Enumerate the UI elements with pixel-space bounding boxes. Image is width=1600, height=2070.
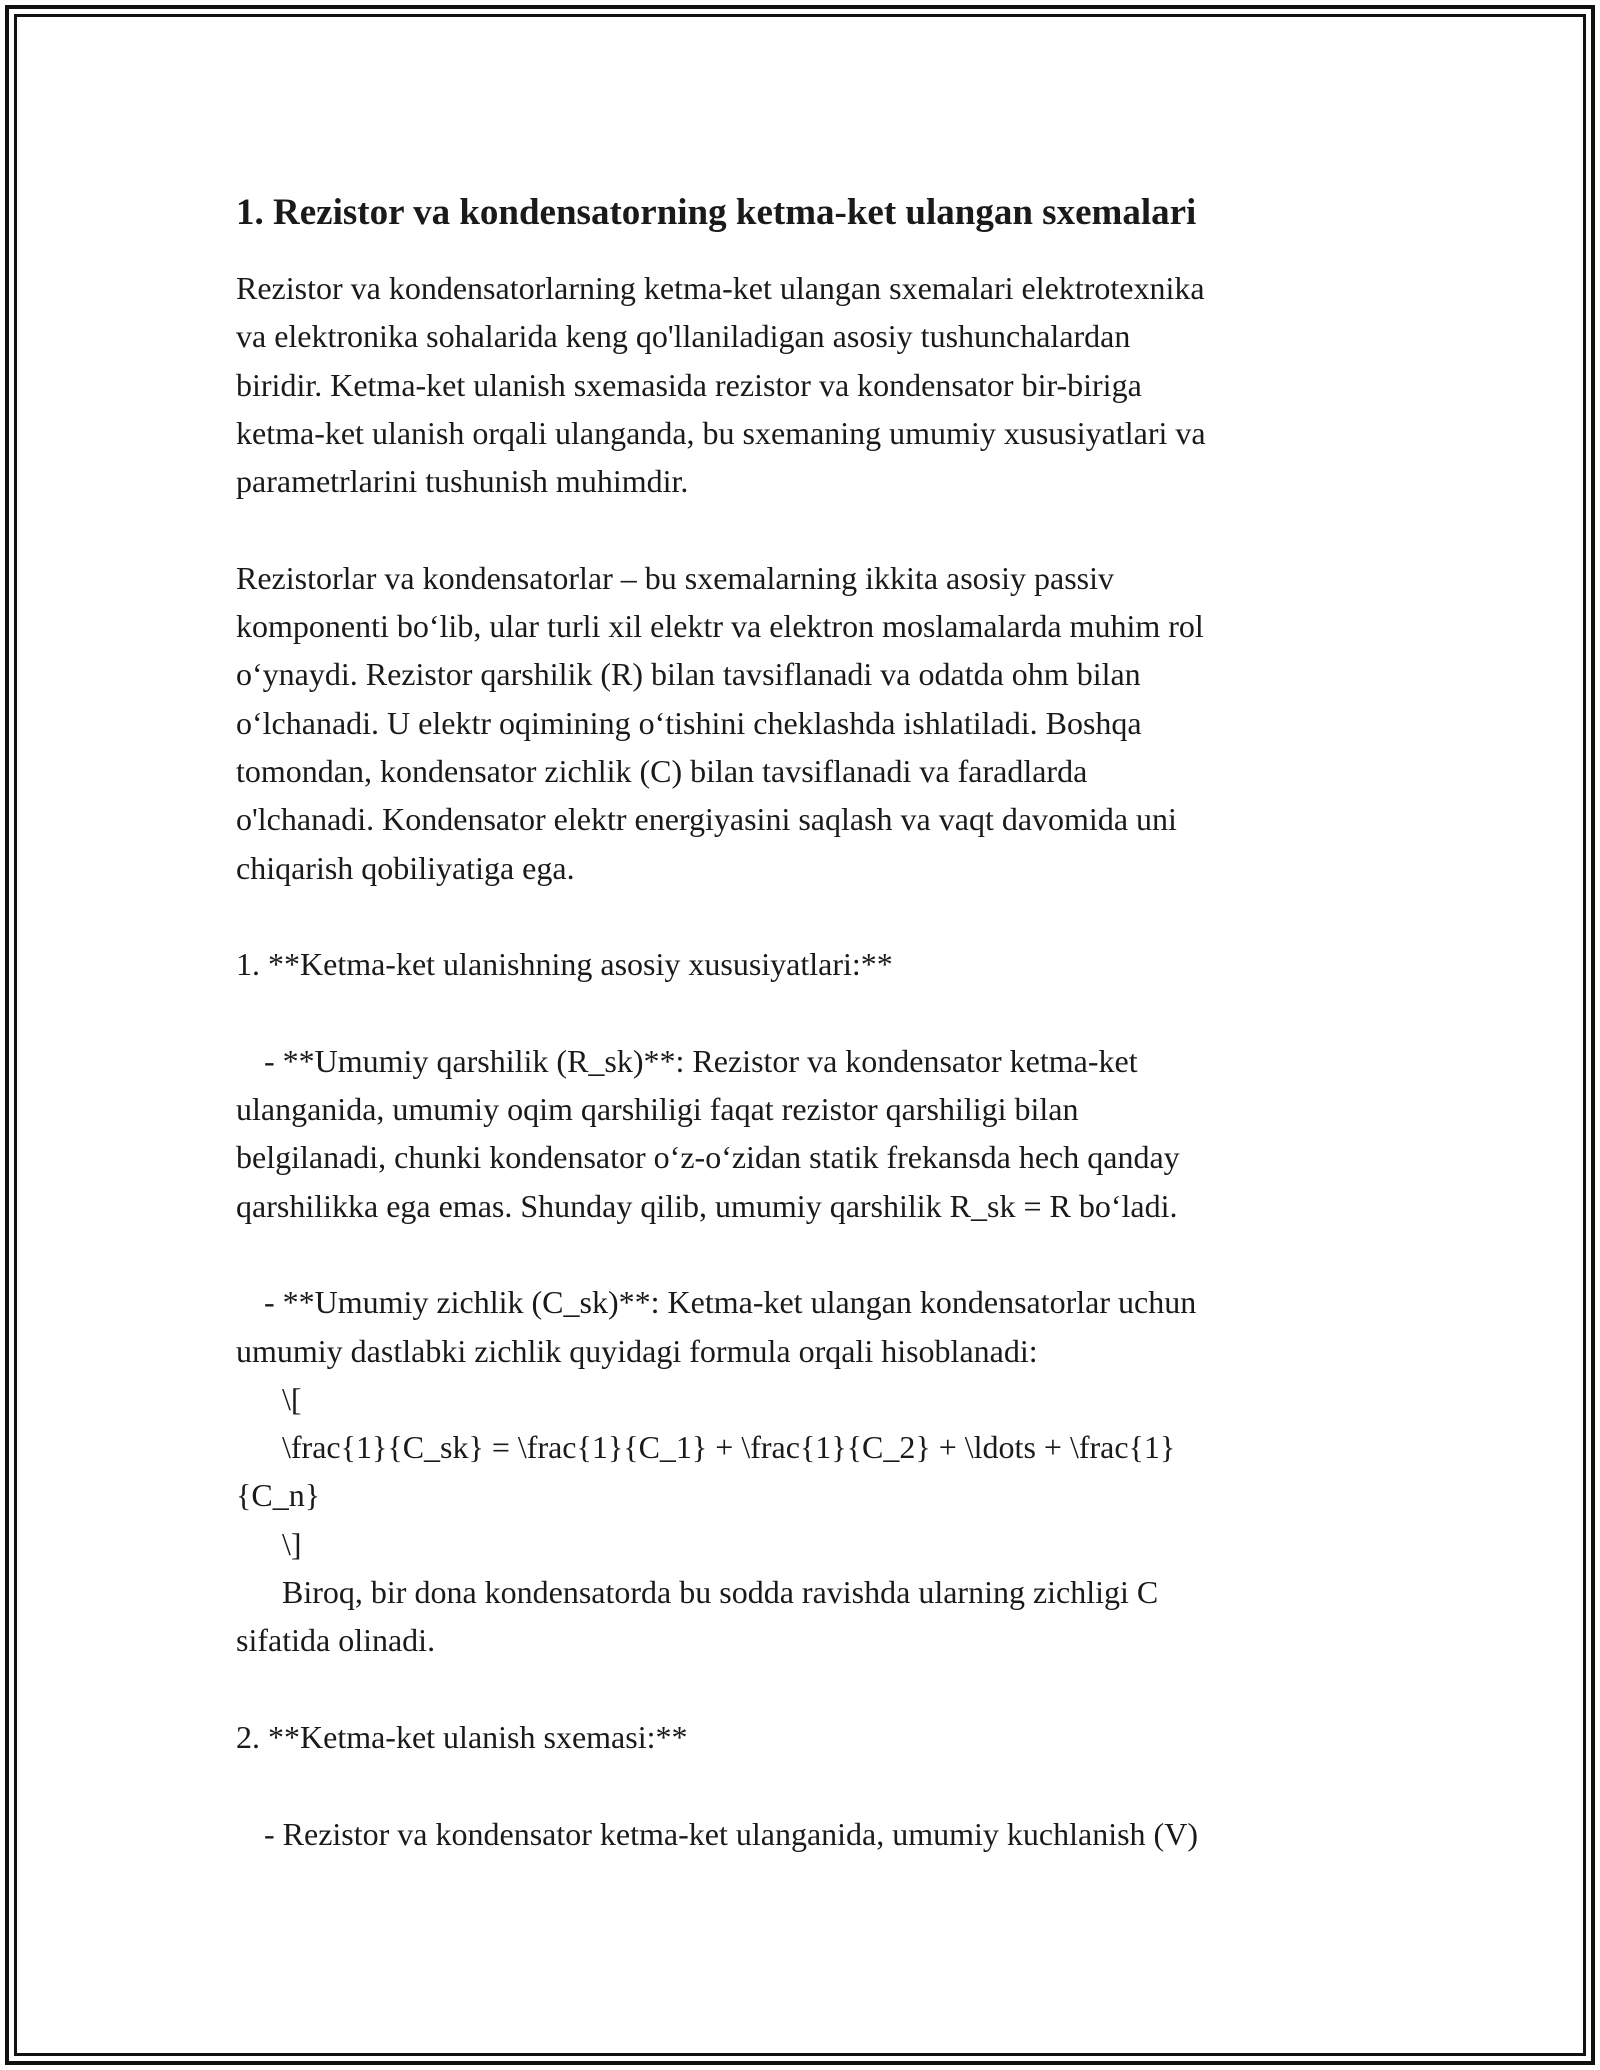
formula-line-1: \frac{1}{C_sk} = \frac{1}{C_1} + \frac{1}{C_2} + \ldots + \frac{1} <box>282 1429 1176 1466</box>
bullet-total-resistance: - **Umumiy qarshilik (R_sk)**: Rezistor va kondensator ketma-ket ulanganida, umumiy oqim qarshiligi faqat rezistor qarshiligi bilan belgilanadi, chunki kondensator o‘z-o‘zidan statik frekansda hech qanday qarshilikka ega emas. Shunday qilib, umumiy qarshilik R_sk = R bo‘ladi. <box>236 1042 1180 1224</box>
formula-open: \[ <box>282 1380 302 1417</box>
document-title: 1. Rezistor va kondensatorning ketma-ket ulangan sxemalari <box>236 192 1197 233</box>
section-heading-scheme: 2. **Ketma-ket ulanish sxemasi:** <box>236 1718 688 1755</box>
bullet-total-voltage: - Rezistor va kondensator ketma-ket ulanganida, umumiy kuchlanish (V) <box>264 1815 1198 1852</box>
components-paragraph: Rezistorlar va kondensatorlar – bu sxemalarning ikkita asosiy passiv komponenti bo‘lib, ular turli xil elektr va elektron moslamalarda muhim rol o‘ynaydi. Rezistor qarshilik (R) bilan tavsiflanadi va odatda ohm bilan o‘lchanadi. U elektr oqimining o‘tishini cheklashda ishlatiladi. Boshqa tomondan, kondensator zichlik (C) bilan tavsiflanadi va faradlarda o'lchanadi. Kondensator elektr energiyasini saqlash va vaqt davomida uni chiqarish qobiliyatiga ega. <box>236 559 1204 886</box>
bullet-total-capacitance: - **Umumiy zichlik (C_sk)**: Ketma-ket ulangan kondensatorlar uchun umumiy dastlabki zichlik quyidagi formula orqali hisoblanadi: <box>236 1284 1197 1369</box>
formula-note-line-1: Biroq, bir dona kondensatorda bu sodda ravishda ularning zichligi C <box>282 1574 1159 1611</box>
intro-paragraph: Rezistor va kondensatorlarning ketma-ket ulangan sxemalari elektrotexnika va elektronika sohalarida keng qo'llaniladigan asosiy tushunchalardan biridir. Ketma-ket ulanish sxemasida rezistor va kondensator bir-biriga ketma-ket ulanish orqali ulanganda, bu sxemaning umumiy xususiyatlari va parametrlarini tushunish muhimdir. <box>236 270 1206 500</box>
formula-close: \] <box>282 1525 302 1562</box>
formula-line-2: {C_n} <box>236 1477 321 1514</box>
section-heading-properties: 1. **Ketma-ket ulanishning asosiy xususiyatlari:** <box>236 946 893 983</box>
formula-note-line-2: sifatida olinadi. <box>236 1622 436 1659</box>
document-body <box>236 188 1366 1858</box>
